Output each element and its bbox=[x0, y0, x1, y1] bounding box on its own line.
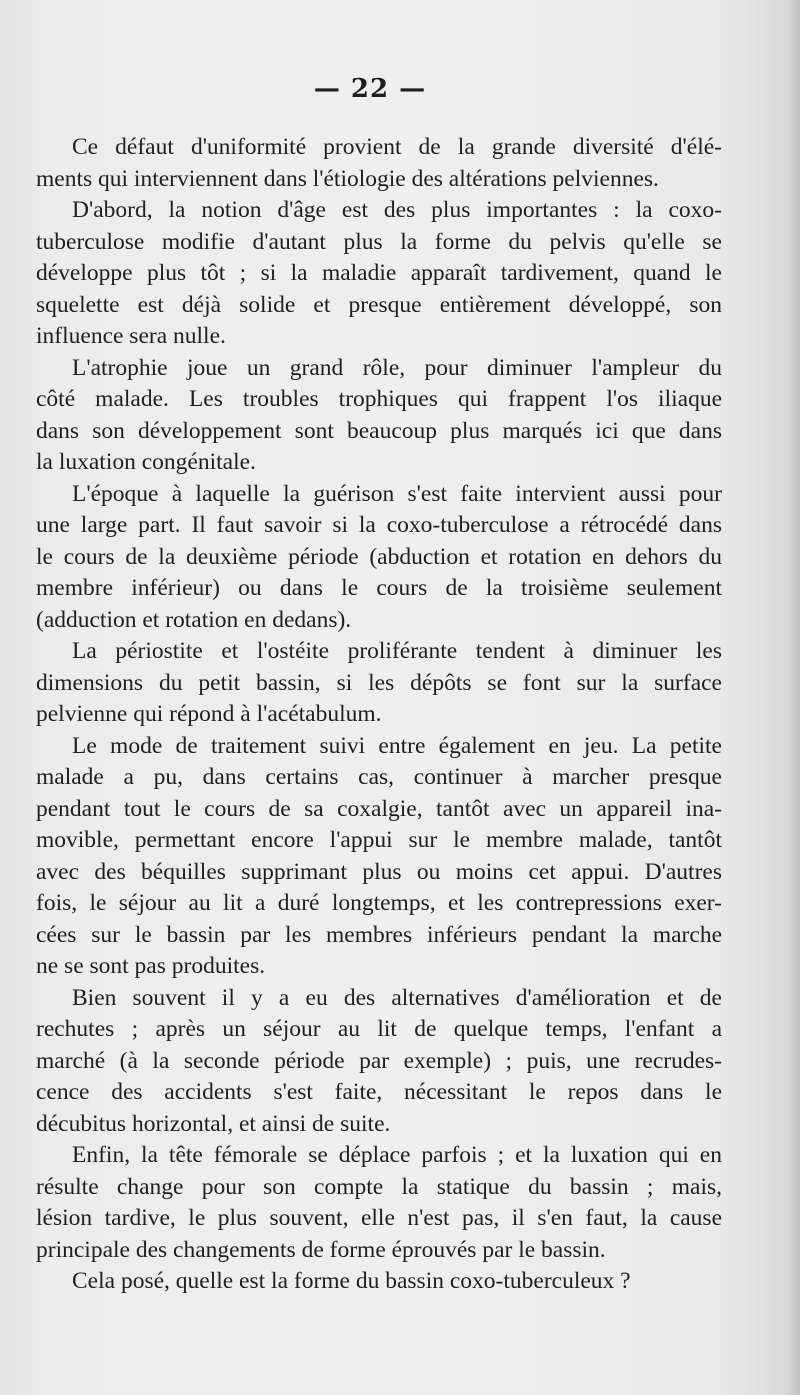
text-line: (adduction et rotation en dedans). bbox=[36, 606, 352, 633]
body-text bbox=[36, 132, 722, 1298]
text-line: côté malade. Les troubles trophiques qui frappent l'os iliaque bbox=[36, 386, 722, 412]
text-line: la luxation congénitale. bbox=[36, 449, 256, 475]
text-line: Ce défaut d'uniformité provient de la grande diversité d'élé- bbox=[72, 134, 722, 160]
text-line: malade a pu, dans certains cas, continuer à marcher presque bbox=[36, 764, 722, 790]
text-line: une large part. Il faut savoir si la coxo-tuberculose a rétrocédé dans bbox=[36, 512, 722, 538]
text-line: décubitus horizontal, et ainsi de suite. bbox=[36, 1110, 391, 1137]
paragraph bbox=[36, 132, 722, 195]
paragraph bbox=[36, 636, 722, 731]
text-line: développe plus tôt ; si la maladie apparaît tardivement, quand le bbox=[36, 260, 722, 286]
paragraph bbox=[36, 195, 722, 353]
text-line: cence des accidents s'est faite, nécessitant le repos dans le bbox=[36, 1079, 722, 1105]
text-line: lésion tardive, le plus souvent, elle n'est pas, il s'en faut, la cause bbox=[36, 1205, 722, 1231]
text-line: membre inférieur) ou dans le cours de la troisième seulement bbox=[36, 575, 722, 601]
paragraph bbox=[36, 353, 722, 479]
text-line: ments qui interviennent dans l'étiologie des altérations pelviennes. bbox=[36, 165, 659, 192]
text-line: dans son développement sont beaucoup plus marqués ici que dans bbox=[36, 417, 722, 444]
paragraph bbox=[36, 1266, 722, 1298]
text-line: pelvienne qui répond à l'acétabulum. bbox=[36, 701, 382, 727]
text-line: fois, le séjour au lit a duré longtemps, et les contrepressions exer- bbox=[36, 890, 722, 916]
text-line: Le mode de traitement suivi entre également en jeu. La petite bbox=[72, 732, 722, 759]
text-line: movible, permettant encore l'appui sur le membre malade, tantôt bbox=[36, 827, 722, 853]
text-line: L'atrophie joue un grand rôle, pour diminuer l'ampleur du bbox=[72, 354, 722, 381]
text-line: tuberculose modifie d'autant plus la forme du pelvis qu'elle se bbox=[36, 228, 722, 255]
text-line: pendant tout le cours de sa coxalgie, tantôt avec un appareil ina- bbox=[36, 795, 722, 822]
text-line: squelette est déjà solide et presque entièrement développé, son bbox=[36, 291, 722, 318]
paragraph bbox=[36, 479, 722, 637]
text-line: principale des changements de forme éprouvés par le bassin. bbox=[36, 1236, 606, 1263]
paragraph bbox=[36, 731, 722, 983]
text-line: ne se sont pas produites. bbox=[36, 953, 266, 979]
text-line: rechutes ; après un séjour au lit de quelque temps, l'enfant a bbox=[36, 1016, 722, 1042]
text-line: La périostite et l'ostéite proliférante tendent à diminuer les bbox=[72, 638, 722, 664]
text-line: Bien souvent il y a eu des alternatives d'amélioration et de bbox=[72, 984, 722, 1011]
page-number: — 22 — bbox=[313, 74, 427, 104]
text-line: D'abord, la notion d'âge est des plus importantes : la coxo- bbox=[72, 197, 722, 223]
text-line: Cela posé, quelle est la forme du bassin coxo-tuberculeux ? bbox=[72, 1268, 631, 1294]
page-edge-shadow bbox=[786, 0, 800, 1395]
paragraph bbox=[36, 983, 722, 1141]
text-line: le cours de la deuxième période (abduction et rotation en dehors du bbox=[36, 543, 722, 570]
text-line: L'époque à laquelle la guérison s'est faite intervient aussi pour bbox=[72, 480, 722, 507]
paragraph bbox=[36, 1140, 722, 1266]
text-line: résulte change pour son compte la statique du bassin ; mais, bbox=[36, 1173, 722, 1200]
text-line: cées sur le bassin par les membres inférieurs pendant la marche bbox=[36, 921, 722, 948]
text-line: avec des béquilles supprimant plus ou moins cet appui. D'autres bbox=[36, 858, 722, 885]
text-line: marché (à la seconde période par exemple) ; puis, une recrudes- bbox=[36, 1047, 722, 1074]
text-line: Enfin, la tête fémorale se déplace parfois ; et la luxation qui en bbox=[72, 1142, 722, 1168]
text-line: influence sera nulle. bbox=[36, 323, 226, 349]
text-line: dimensions du petit bassin, si les dépôts se font sur la surface bbox=[36, 669, 722, 696]
